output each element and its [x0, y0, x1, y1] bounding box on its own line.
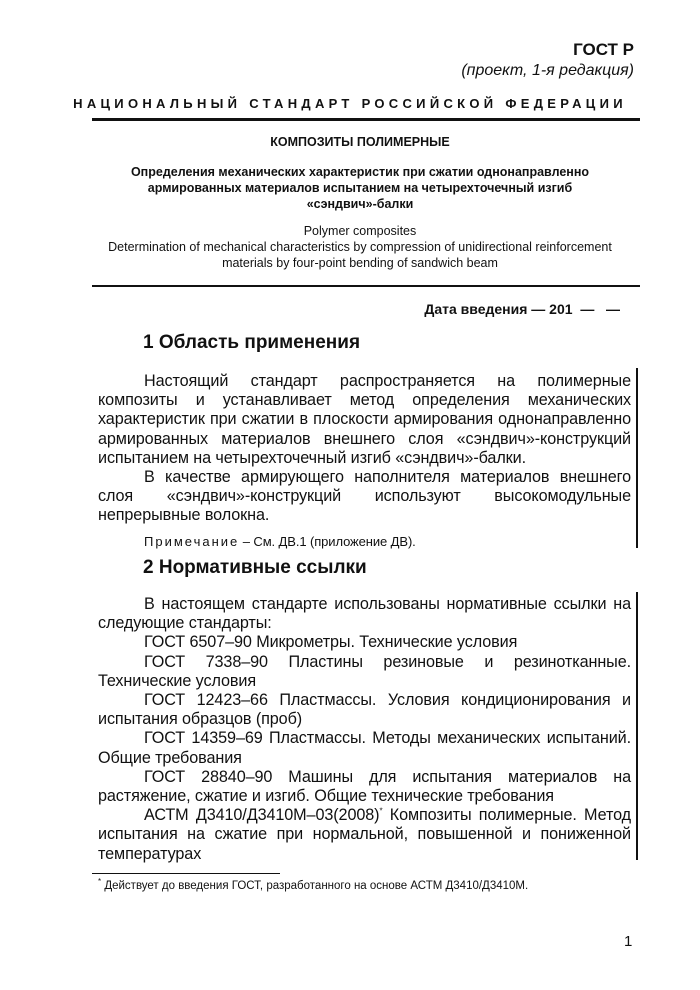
reference-item: ГОСТ 12423–66 Пластмассы. Условия кондиционирования и испытания образцов (проб)	[98, 691, 631, 729]
national-standard-title: НАЦИОНАЛЬНЫЙ СТАНДАРТ РОССИЙСКОЙ ФЕДЕРАЦИИ	[73, 96, 627, 111]
title-ru-line-1: Определения механических характеристик при сжатии однонаправленно	[130, 165, 590, 179]
section-1-paragraph-2: В качестве армирующего наполнителя материалов внешнего слоя «сэндвич»-конструкций используют высокомодульные непрерывные волокна.	[98, 468, 631, 525]
document-code: ГОСТ Р	[573, 40, 634, 59]
title-rule	[92, 285, 640, 287]
section-1-change-bar	[636, 368, 638, 548]
astm-footnote-mark: *	[379, 806, 383, 816]
reference-item-astm	[98, 806, 631, 864]
footnote-rule	[92, 873, 280, 874]
note-text: – См. ДВ.1 (приложение ДВ).	[239, 533, 416, 549]
footnote	[98, 877, 529, 892]
astm-code: АСТМ Д3410/Д3410М–03(2008)	[144, 806, 380, 825]
section-1-paragraph-1: Настоящий стандарт распространяется на полимерные композиты и устанавливает метод определения механических характеристик при сжатии в плоскости армирования однонаправленно армированных материалов внешнего слоя «сэндвич»-конструкций испытанием на четырехточечный изгиб «сэндвич»-балки.	[98, 372, 631, 467]
section-1-body	[98, 372, 631, 550]
title-en-line-2: materials by four-point bending of sandwich beam	[222, 256, 498, 270]
page-number: 1	[624, 933, 633, 950]
title-ru-line-3: «сэндвич»-балки	[306, 197, 414, 211]
section-2-change-bar	[636, 592, 638, 860]
title-ru-line-2: армированных материалов испытанием на четырехточечный изгиб	[147, 181, 573, 195]
reference-item: ГОСТ 14359–69 Пластмассы. Методы механических испытаний. Общие требования	[98, 729, 631, 767]
astm-title: Композиты полимерные. Метод испытания на сжатие при нормальной, повышенной и пониженной температурах	[98, 806, 632, 863]
title-ru-main: КОМПОЗИТЫ ПОЛИМЕРНЫЕ	[270, 135, 450, 149]
footnote-mark: *	[98, 877, 102, 887]
introduction-date: Дата введения — 201 — —	[424, 301, 620, 317]
section-2-intro: В настоящем стандарте использованы нормативные ссылки на следующие стандарты:	[98, 595, 631, 633]
reference-item: ГОСТ 28840–90 Машины для испытания материалов на растяжение, сжатие и изгиб. Общие технические требования	[98, 767, 631, 806]
header-rule	[92, 118, 640, 121]
reference-item: ГОСТ 7338–90 Пластины резиновые и резинотканные. Технические условия	[98, 652, 631, 690]
reference-item: ГОСТ 6507–90 Микрометры. Технические условия	[144, 633, 518, 652]
title-en	[50, 223, 670, 271]
section-2-body	[98, 595, 631, 864]
footnote-text: Действует до введения ГОСТ, разработанного на основе АСТМ Д3410/Д3410М.	[101, 880, 529, 892]
section-2-heading: 2 Нормативные ссылки	[143, 557, 367, 578]
title-en-line-1: Determination of mechanical characteristics by compression of unidirectional reinforcement	[108, 240, 612, 254]
title-ru-subtitle	[60, 164, 660, 212]
edition-note: (проект, 1-я редакция)	[461, 62, 634, 79]
note-label: Примечание	[144, 533, 240, 549]
title-en-main: Polymer composites	[303, 224, 417, 238]
section-1-heading: 1 Область применения	[143, 332, 361, 353]
section-1-note	[98, 534, 631, 550]
